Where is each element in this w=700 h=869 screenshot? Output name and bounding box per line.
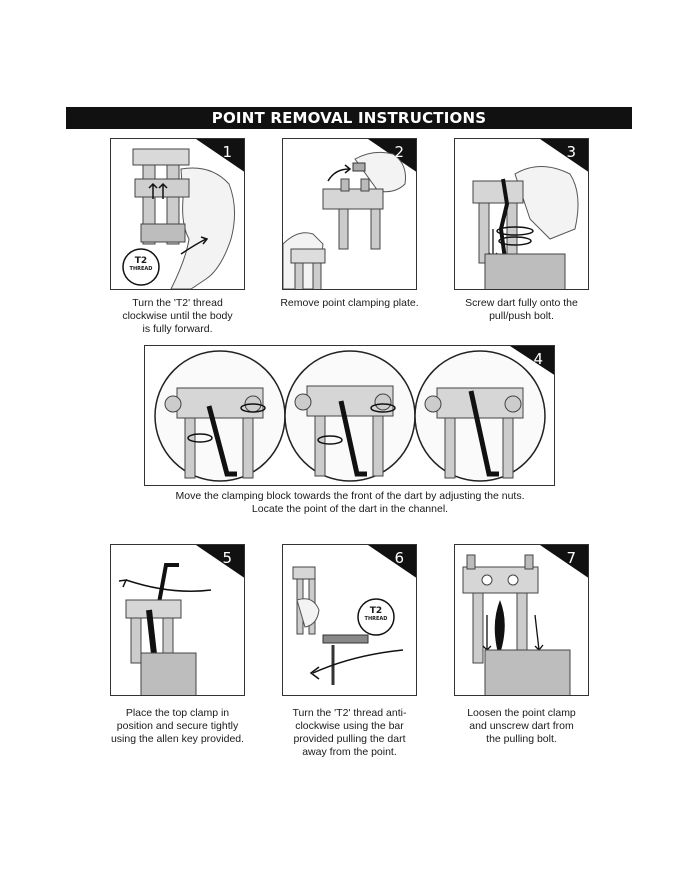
step-number: 2 <box>394 143 404 161</box>
page-title: POINT REMOVAL INSTRUCTIONS <box>66 107 632 129</box>
step-7-caption: Loosen the point clamp and unscrew dart from the pulling bolt. <box>467 707 576 745</box>
step-number: 6 <box>394 549 404 567</box>
step-number: 1 <box>222 143 232 161</box>
step-2-caption: Remove point clamping plate. <box>280 297 419 309</box>
thread-label: T2 THREAD <box>129 256 153 272</box>
step-number: 3 <box>566 143 576 161</box>
step-1-caption: Turn the 'T2' thread clockwise until the body is fully forward. <box>122 297 233 335</box>
step-number: 7 <box>566 549 576 567</box>
step-3-illustration <box>454 138 589 290</box>
step-3-caption: Screw dart fully onto the pull/push bolt. <box>465 297 578 322</box>
step-number: 5 <box>222 549 232 567</box>
step-5-illustration <box>110 544 245 696</box>
step-1-illustration <box>110 138 245 290</box>
step-6-illustration <box>282 544 417 696</box>
step-4-illustration <box>144 345 555 486</box>
step-7-illustration <box>454 544 589 696</box>
step-2-illustration <box>282 138 417 290</box>
step-4-caption: Move the clamping block towards the front of the dart by adjusting the nuts. Locate the point of the dart in the channel. <box>175 490 525 515</box>
step-6-caption: Turn the 'T2' thread anti- clockwise using the bar provided pulling the dart away from the point. <box>292 707 407 758</box>
thread-label: T2 THREAD <box>364 606 388 622</box>
step-5-caption: Place the top clamp in position and secure tightly using the allen key provided. <box>110 707 245 745</box>
step-number: 4 <box>533 350 543 368</box>
